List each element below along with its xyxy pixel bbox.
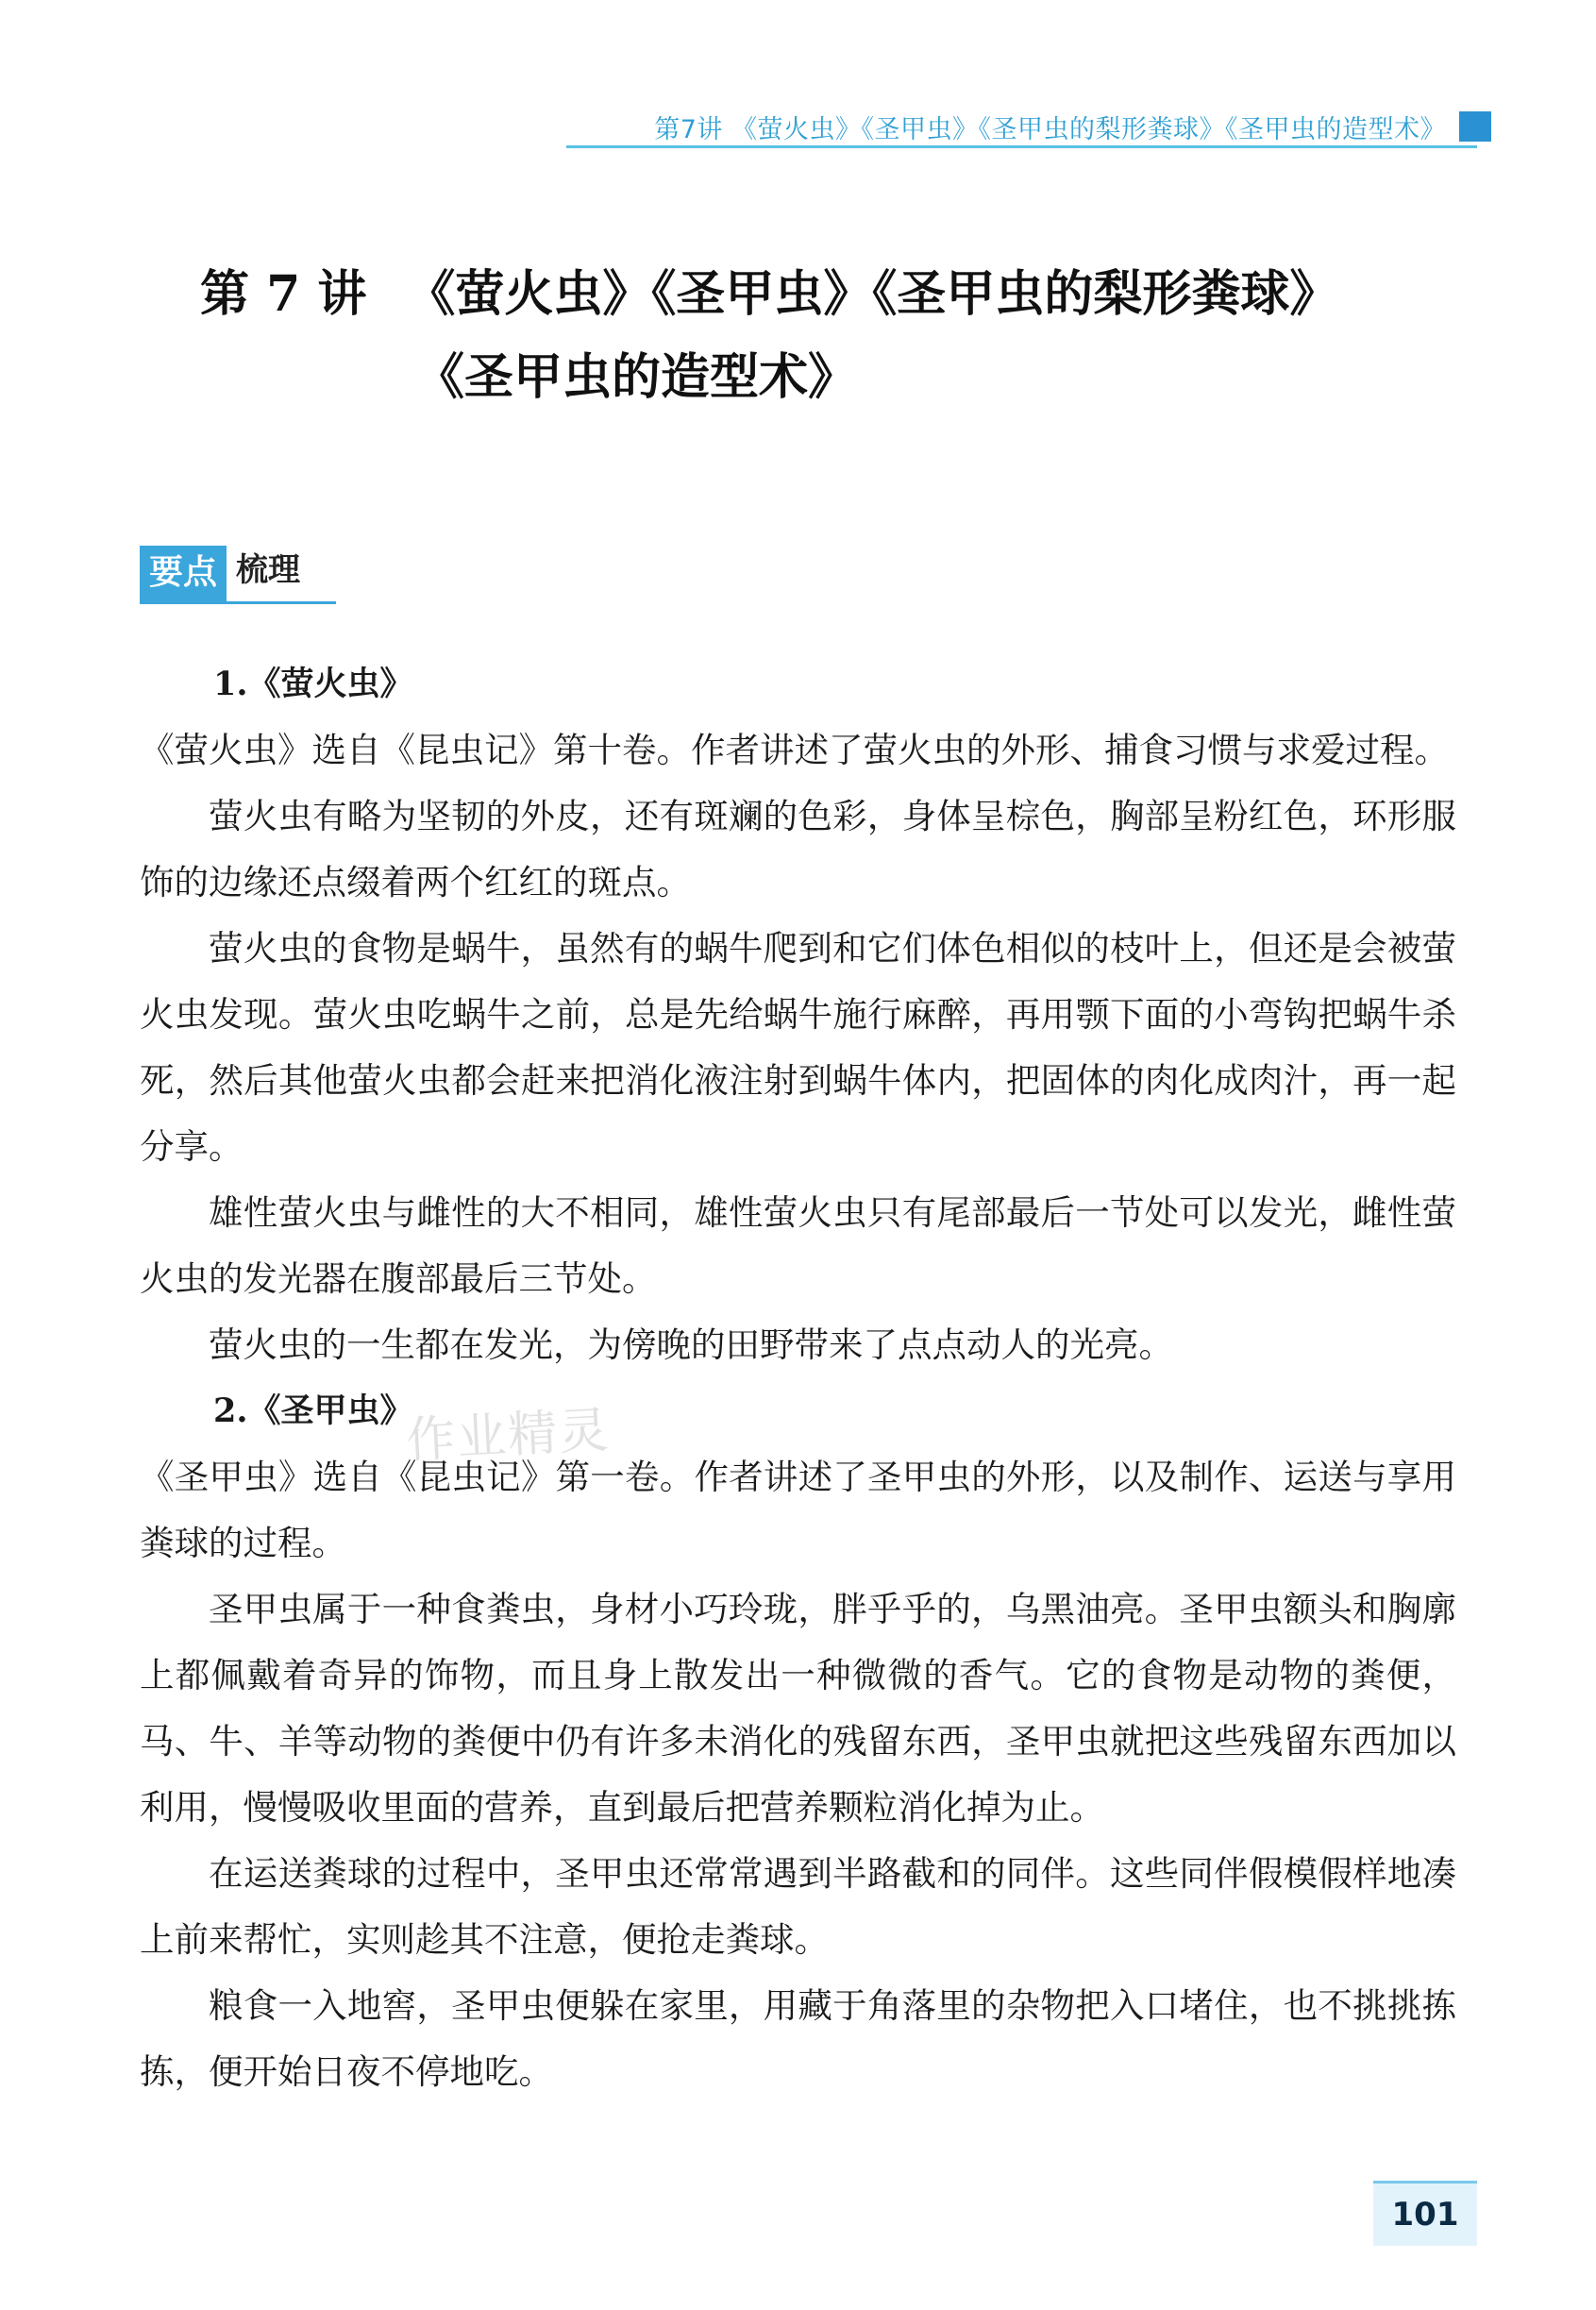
- paragraph: 萤火虫的一生都在发光，为傍晚的田野带来了点点动人的光亮。: [209, 1324, 1173, 1365]
- page-number-box: [1373, 2181, 1477, 2246]
- section-heading-scarab: 2.《圣甲虫》: [213, 1391, 413, 1430]
- chapter-title: [200, 253, 1474, 419]
- watermark: 作业精灵: [404, 1402, 612, 1470]
- paragraph: 萤火虫有略为坚韧的外皮，还有斑斓的色彩，身体呈棕色，胸部呈粉红色，环形服饰的边缘还点缀着两个红红的斑点。: [140, 796, 1456, 902]
- chapter-number: 第 7 讲: [200, 265, 367, 323]
- section-tag-label: 梳理: [236, 551, 301, 589]
- paragraph: 粮食一入地窖，圣甲虫便躲在家里，用藏于角落里的杂物把入口堵住，也不挑挑拣拣，便开始日夜不停地吃。: [140, 1985, 1456, 2092]
- paragraph: 《圣甲虫》选自《昆虫记》第一卷。作者讲述了圣甲虫的外形，以及制作、运送与享用粪球的过程。: [140, 1457, 1456, 1563]
- header-color-block: [1459, 111, 1491, 142]
- header-rule: [566, 145, 1477, 148]
- paragraph: 雄性萤火虫与雌性的大不相同，雄性萤火虫只有尾部最后一节处可以发光，雌性萤火虫的发光器在腹部最后三节处。: [140, 1192, 1456, 1299]
- paragraph: 圣甲虫属于一种食粪虫，身材小巧玲珑，胖乎乎的，乌黑油亮。圣甲虫额头和胸廓上都佩戴着奇异的饰物，而且身上散发出一种微微的香气。它的食物是动物的粪便，马、牛、羊等动物的粪便中仍有许多未消化的残留东西，圣甲虫就把这些残留东西加以利用，慢慢吸收里面的营养，直到最后把营养颗粒消化掉为止。: [140, 1589, 1456, 1828]
- section-heading-fireflies: 1.《萤火虫》: [213, 665, 413, 703]
- paragraph: 萤火虫的食物是蜗牛，虽然有的蜗牛爬到和它们体色相似的枝叶上，但还是会被萤火虫发现。萤火虫吃蜗牛之前，总是先给蜗牛施行麻醉，再用颚下面的小弯钩把蜗牛杀死，然后其他萤火虫都会赶来把消化液注射到蜗牛体内，把固体的肉化成肉汁，再一起分享。: [140, 928, 1456, 1167]
- chapter-title-text1: 《萤火虫》《圣甲虫》《圣甲虫的梨形粪球》: [406, 265, 1339, 323]
- chapter-title-line2: 《圣甲虫的造型术》: [415, 348, 858, 406]
- chapter-title-line1: [200, 253, 1474, 336]
- page-number: 101: [1391, 2196, 1459, 2234]
- section-tag-highlight: 要点: [140, 546, 227, 602]
- section-tag-underline: [140, 601, 336, 604]
- paragraph: 《萤火虫》选自《昆虫记》第十卷。作者讲述了萤火虫的外形、捕食习惯与求爱过程。: [140, 730, 1449, 770]
- section-tag: [140, 546, 357, 602]
- running-header-title: 第7讲 《萤火虫》《圣甲虫》《圣甲虫的梨形粪球》《圣甲虫的造型术》: [654, 114, 1446, 144]
- running-header: [566, 104, 1491, 149]
- body-text: [140, 651, 1456, 2105]
- paragraph: 在运送粪球的过程中，圣甲虫还常常遇到半路截和的同伴。这些同伴假模假样地凑上前来帮忙，实则趁其不注意，便抢走粪球。: [140, 1853, 1456, 1960]
